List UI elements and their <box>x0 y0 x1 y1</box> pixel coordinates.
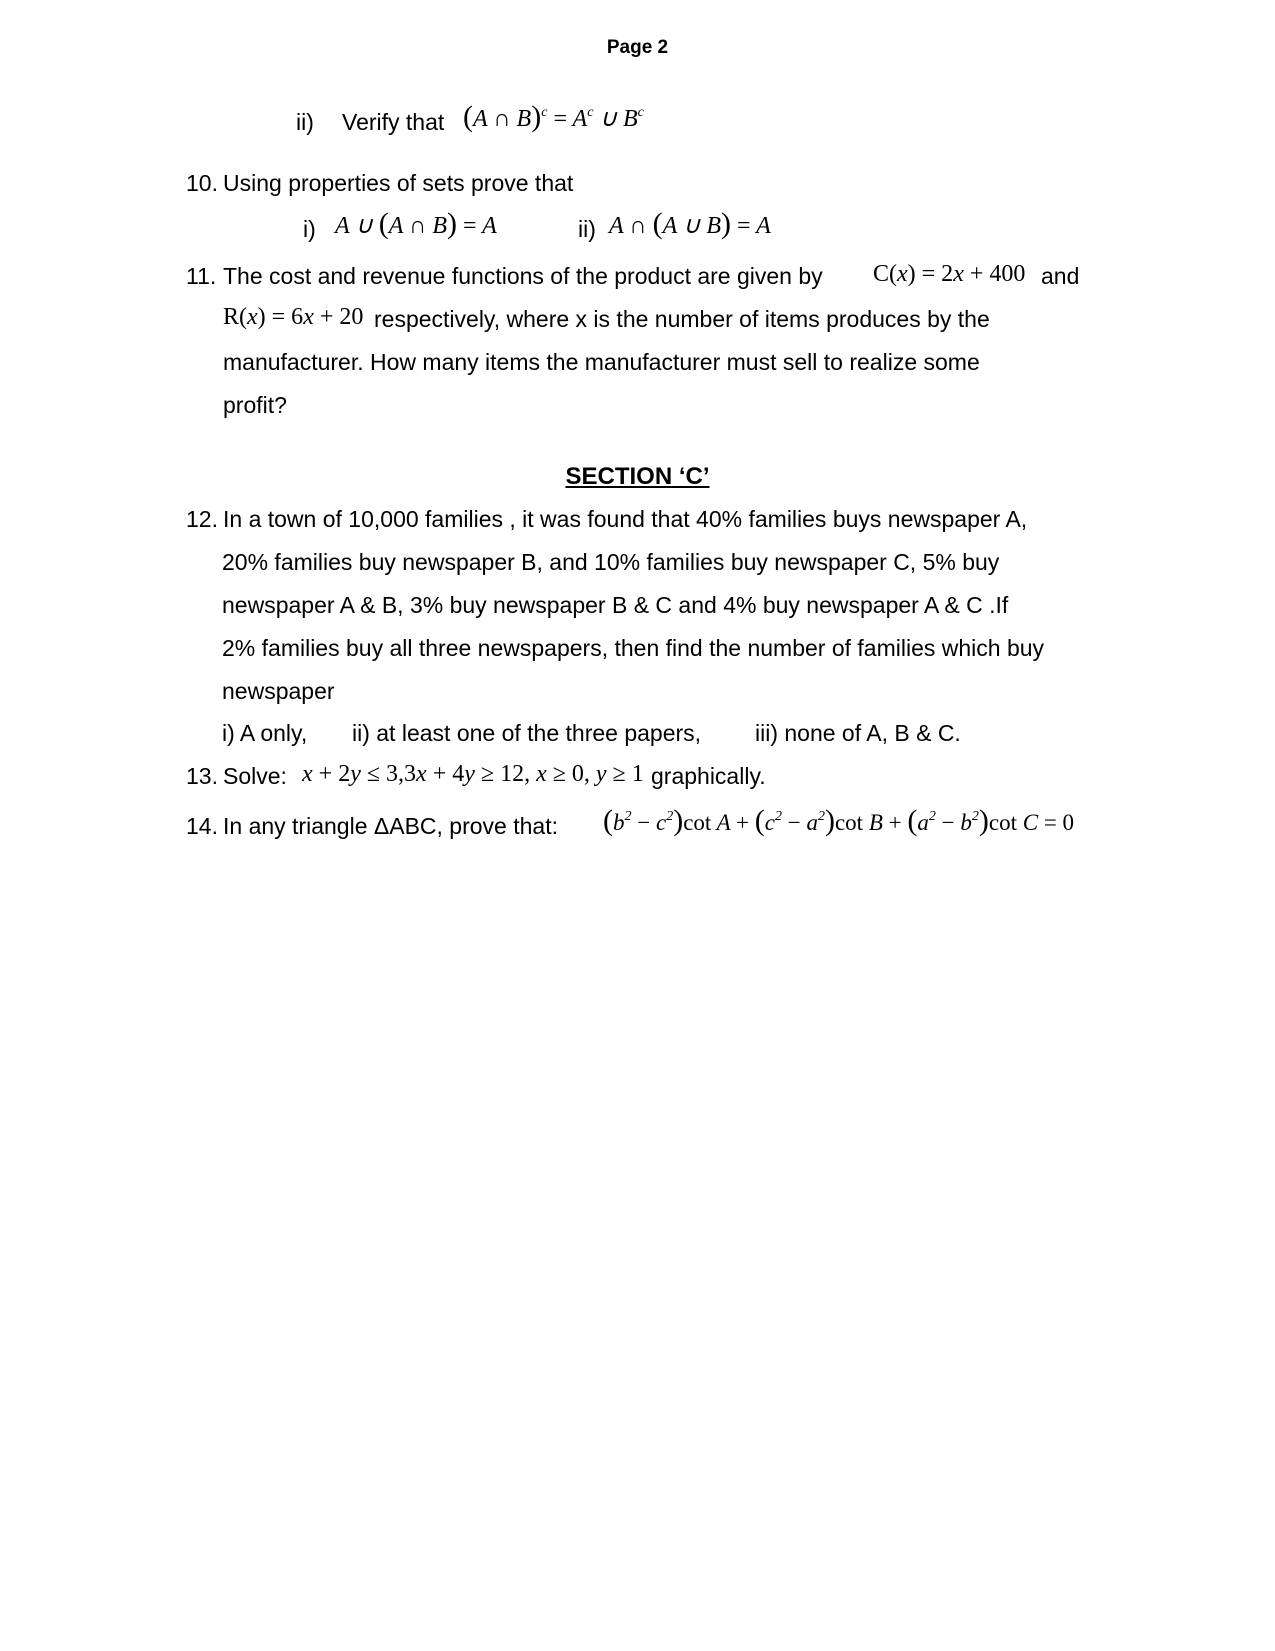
q12-line3: newspaper A & B, 3% buy newspaper B & C and 4% buy newspaper A & C .If <box>222 592 1009 618</box>
page-number: Page 2 <box>606 37 669 58</box>
q11-line2: respectively, where x is the number of items produces by the <box>374 306 990 332</box>
q11-number: 11. <box>186 263 217 289</box>
q12-part-ii: ii) at least one of the three papers, <box>352 720 702 746</box>
q13-label: Solve: <box>223 763 287 789</box>
q10-part-ii-label: ii) <box>578 216 596 242</box>
q13-inequalities-formula: x + 2y ≤ 3,3x + 4y ≥ 12, x ≥ 0, y ≥ 1 <box>302 761 644 787</box>
q14-number: 14. <box>186 813 218 839</box>
q12-number: 12. <box>186 506 218 532</box>
q12-part-i: i) A only, <box>222 720 308 746</box>
q9-part-ii-text: Verify that <box>342 109 445 135</box>
q11-line1-end: and <box>1041 263 1080 289</box>
q11-cost-function: C(x) = 2x + 400 <box>873 261 1026 287</box>
q9-part-ii-label: ii) <box>296 109 314 135</box>
section-heading: SECTION ‘C’ <box>565 463 710 490</box>
q11-line1: The cost and revenue functions of the product are given by <box>223 263 823 289</box>
q12-line1: In a town of 10,000 families , it was found that 40% families buys newspaper A, <box>223 506 1028 532</box>
q10-part-ii-formula: A ∩ (A ∪ B) = A <box>609 207 771 240</box>
q12-line4: 2% families buy all three newspapers, then find the number of families which buy <box>222 635 1045 661</box>
q9-set-identity-formula: (A ∩ $B)^c = A^c$ ∪ $B^c$ <box>463 100 644 133</box>
q12-line5: newspaper <box>222 678 335 704</box>
q12-line2: 20% families buy newspaper B, and 10% families buy newspaper C, 5% buy <box>222 549 1000 575</box>
q11-line3: manufacturer. How many items the manufacturer must sell to realize some <box>223 349 980 375</box>
q10-part-i-formula: A ∪ (A ∩ B) = A <box>335 207 497 240</box>
q14-text: In any triangle ΔABC, prove that: <box>223 813 558 839</box>
q14-triangle-identity-formula: $(b^2 - c^2)\cot$ $A + (c^2 - a^2)\cot$ $B + (a^2 - b^2)\cot$ C = 0 <box>603 804 1075 837</box>
q13-number: 13. <box>186 763 218 789</box>
q13-suffix: graphically. <box>651 763 766 789</box>
q12-part-iii: iii) none of A, B & C. <box>755 720 961 746</box>
q10-part-i-label: i) <box>303 216 316 242</box>
q10-number: 10. <box>186 170 218 196</box>
q11-line4: profit? <box>223 392 287 418</box>
q11-revenue-function: R(x) = 6x + 20 <box>223 304 364 330</box>
q10-text: Using properties of sets prove that <box>223 170 574 196</box>
